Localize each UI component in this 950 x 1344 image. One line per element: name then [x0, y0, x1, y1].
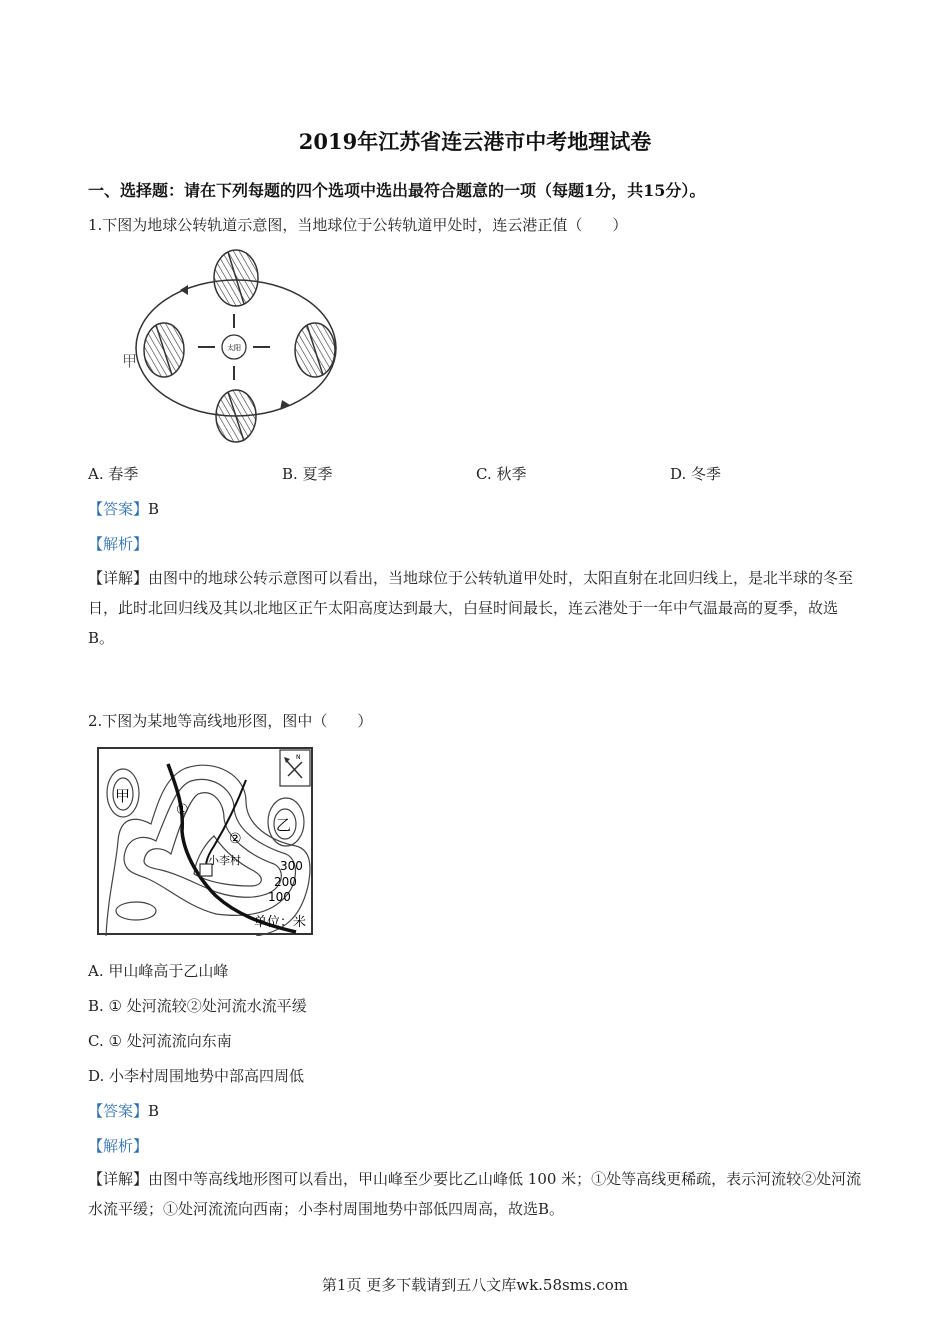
- q2-answer: B: [148, 1102, 160, 1120]
- sun-label: 太阳: [227, 344, 241, 352]
- q1-answer-line: [88, 498, 159, 520]
- earth-icon-left: [144, 323, 184, 377]
- peak-b-label: 乙: [276, 816, 292, 834]
- q2-option-a: A. 甲山峰高于乙山峰: [88, 962, 229, 980]
- orbit-diagram: [110, 248, 360, 443]
- q1-answer: B: [148, 500, 160, 518]
- peak-a-label: 甲: [115, 787, 131, 805]
- point-1-label: ①: [176, 802, 189, 818]
- q2-detail-text: 由图中等高线地形图可以看出，甲山峰至少要比乙山峰低 100 米；①处等高线更稀疏，表示河流较②处河流水流平缓；①处河流流向西南；小李村周围地势中部低四周高，故选B。: [88, 1170, 862, 1218]
- q1-option-d: D. 冬季: [670, 465, 722, 483]
- q1-detail: [88, 563, 863, 653]
- q1-option-c: C. 秋季: [476, 465, 527, 483]
- contour-label-300: 300: [280, 859, 303, 873]
- section-heading: 一、选择题：请在下列每题的四个选项中选出最符合题意的一项（每题1分，共15分）。: [88, 181, 706, 200]
- unit-label: 单位：米: [254, 915, 307, 930]
- earth-icon-top: [214, 250, 258, 306]
- contour-label-100: 100: [268, 890, 291, 904]
- contour-map: [96, 746, 316, 936]
- village-label: 小李村: [208, 854, 241, 867]
- q1-question: 1.下图为地球公转轨道示意图，当地球位于公转轨道甲处时，连云港正值（ ）: [88, 216, 628, 234]
- north-label: N: [296, 754, 301, 761]
- q2-option-d: D. 小李村周围地势中部高四周低: [88, 1067, 305, 1085]
- orbit-arrow-top: [180, 285, 188, 295]
- q2-detail-tag: 【详解】: [88, 1170, 149, 1188]
- earth-icon-right: [295, 323, 335, 377]
- q1-analysis-tag: 【解析】: [88, 535, 149, 553]
- q2-answer-line: [88, 1100, 159, 1122]
- q2-analysis-tag: 【解析】: [88, 1137, 149, 1155]
- q1-detail-text: 由图中的地球公转示意图可以看出，当地球位于公转轨道甲处时，太阳直射在北回归线上，是北半球的冬至日，此时北回归线及其以北地区正午太阳高度达到最大，白昼时间最长，连云港处于一年中气温最高的夏季，故选B。: [88, 569, 854, 647]
- q1-detail-tag: 【详解】: [88, 569, 149, 587]
- q2-option-c: C. ① 处河流流向东南: [88, 1032, 232, 1050]
- page-footer: 第1页 更多下载请到五八文库wk.58sms.com: [321, 1276, 629, 1294]
- point-2-label: ②: [229, 831, 242, 847]
- q2-detail: [88, 1164, 863, 1224]
- q2-answer-tag: 【答案】: [88, 1102, 149, 1120]
- q1-answer-tag: 【答案】: [88, 500, 149, 518]
- contour-label-200: 200: [274, 875, 297, 889]
- q2-question: 2.下图为某地等高线地形图，图中（ ）: [88, 712, 373, 730]
- page-title: 2019年江苏省连云港市中考地理试卷: [298, 129, 652, 154]
- q1-option-b: B. 夏季: [282, 465, 333, 483]
- earth-icon-bottom: [216, 390, 256, 442]
- q2-option-b: B. ① 处河流较②处河流水流平缓: [88, 997, 307, 1015]
- orbit-arrow-bottom: [280, 400, 290, 410]
- position-label-jia: 甲: [122, 352, 138, 370]
- q1-option-a: A. 春季: [88, 465, 139, 483]
